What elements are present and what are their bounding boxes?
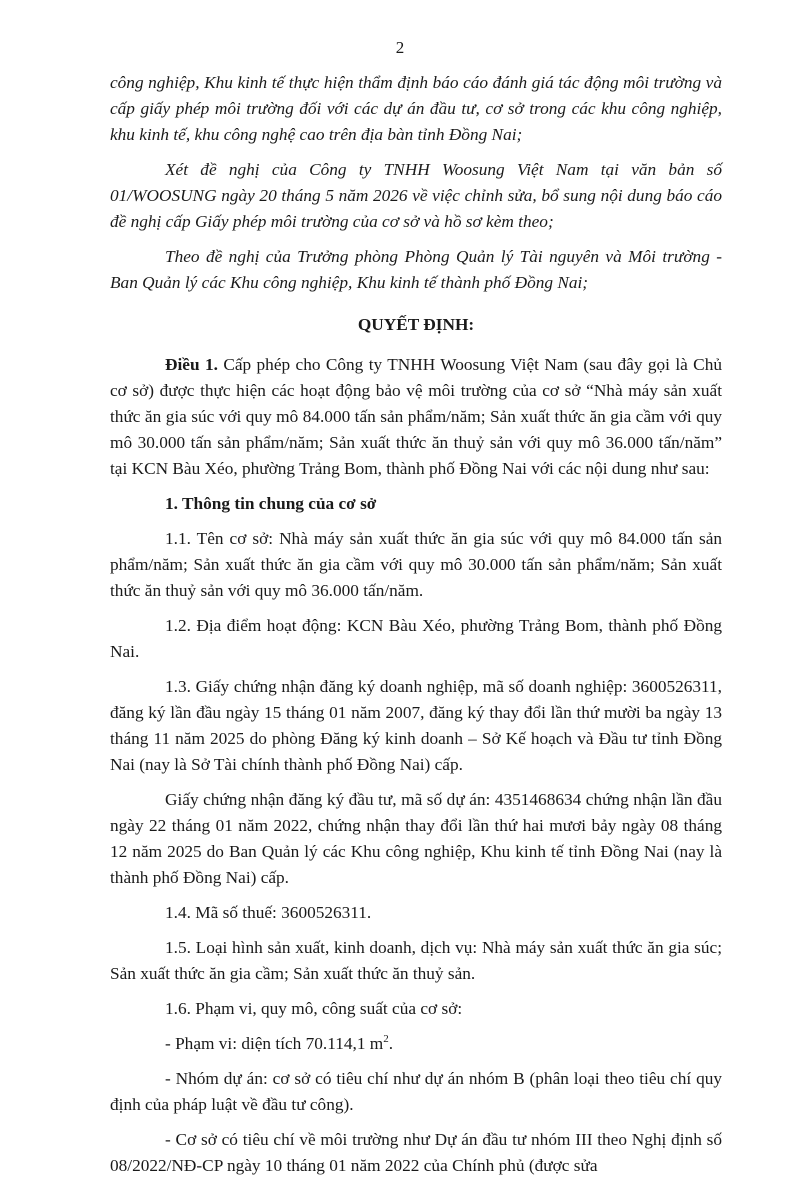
- article-1: [110, 352, 722, 482]
- intro-paragraph-1: công nghiệp, Khu kinh tế thực hiện thẩm định báo cáo đánh giá tác động môi trường và cấp giấy phép môi trường đối với các dự án đầu tư, cơ sở trong các khu công nghiệp, khu kinh tế, khu công nghệ cao trên địa bàn tỉnh Đồng Nai;: [110, 73, 722, 144]
- item-env: - Cơ sở có tiêu chí về môi trường như Dự án đầu tư nhóm III theo Nghị định số 08/2022/NĐ-CP ngày 10 tháng 01 năm 2022 của Chính phủ (được sửa: [110, 1130, 722, 1175]
- intro-paragraph-3: Theo đề nghị của Trưởng phòng Phòng Quản lý Tài nguyên và Môi trường - Ban Quản lý các Khu công nghiệp, Khu kinh tế thành phố Đồng Nai;: [110, 247, 722, 292]
- item-1-3-investment: Giấy chứng nhận đăng ký đầu tư, mã số dự án: 4351468634 chứng nhận lần đầu ngày 22 tháng 01 năm 2022, chứng nhận thay đổi lần thứ hai mươi bảy ngày 08 tháng 12 năm 2025 do Ban Quản lý các Khu công nghiệp, Khu kinh tế tỉnh Đồng Nai (nay là thành phố Đồng Nai) cấp.: [110, 790, 722, 887]
- scope-text: - Phạm vi: diện tích 70.114,1 m: [165, 1034, 384, 1053]
- item-1-1: 1.1. Tên cơ sở: Nhà máy sản xuất thức ăn gia súc với quy mô 84.000 tấn sản phẩm/năm; Sản xuất thức ăn gia cầm với quy mô 30.000 tấn sản phẩm/năm; Sản xuất thức ăn thuỷ sản với quy mô 36.000 tấn/năm.: [110, 529, 722, 600]
- document-body: [110, 70, 722, 1188]
- item-group: - Nhóm dự án: cơ sở có tiêu chí như dự án nhóm B (phân loại theo tiêu chí quy định của pháp luật về đầu tư công).: [110, 1069, 722, 1114]
- item-scope: [110, 1031, 722, 1057]
- item-1-2: 1.2. Địa điểm hoạt động: KCN Bàu Xéo, phường Trảng Bom, thành phố Đồng Nai.: [110, 616, 722, 661]
- item-1-4: 1.4. Mã số thuế: 3600526311.: [165, 903, 372, 922]
- scope-superscript: 2: [383, 1033, 389, 1046]
- item-1-5: 1.5. Loại hình sản xuất, kinh doanh, dịch vụ: Nhà máy sản xuất thức ăn gia súc; Sản xuất thức ăn gia cầm; Sản xuất thức ăn thuỷ sản.: [110, 938, 722, 983]
- item-1-3: 1.3. Giấy chứng nhận đăng ký doanh nghiệp, mã số doanh nghiệp: 3600526311, đăng ký lần đầu ngày 15 tháng 01 năm 2007, đăng ký thay đổi lần thứ mười ba ngày 13 tháng 11 năm 2025 do phòng Đăng ký kinh doanh – Sở Kế hoạch và Đầu tư tỉnh Đồng Nai (nay là Sở Tài chính thành phố Đồng Nai) cấp.: [110, 677, 722, 774]
- scope-end: .: [388, 1034, 394, 1053]
- intro-paragraph-2: Xét đề nghị của Công ty TNHH Woosung Việt Nam tại văn bản số 01/WOOSUNG ngày 20 tháng 5 năm 2026 về việc chỉnh sửa, bổ sung nội dung báo cáo đề nghị cấp Giấy phép môi trường của cơ sở và hồ sơ kèm theo;: [110, 160, 722, 231]
- item-1-6: 1.6. Phạm vi, quy mô, công suất của cơ sở:: [165, 999, 463, 1018]
- page-number: 2: [395, 38, 405, 57]
- section-1-heading: 1. Thông tin chung của cơ sở: [165, 494, 377, 513]
- decision-title: QUYẾT ĐỊNH:: [357, 315, 475, 334]
- article-1-text: Cấp phép cho Công ty TNHH Woosung Việt Nam (sau đây gọi là Chủ cơ sở) được thực hiện các hoạt động bảo vệ môi trường của cơ sở “Nhà máy sản xuất thức ăn gia súc với quy mô 84.000 tấn sản phẩm/năm; Sản xuất thức ăn gia cầm với quy mô 30.000 tấn sản phẩm/năm; Sản xuất thức ăn thuỷ sản với quy mô 36.000 tấn/năm” tại KCN Bàu Xéo, phường Trảng Bom, thành phố Đồng Nai với các nội dung như sau:: [110, 355, 722, 478]
- article-1-label: Điều 1.: [165, 355, 218, 374]
